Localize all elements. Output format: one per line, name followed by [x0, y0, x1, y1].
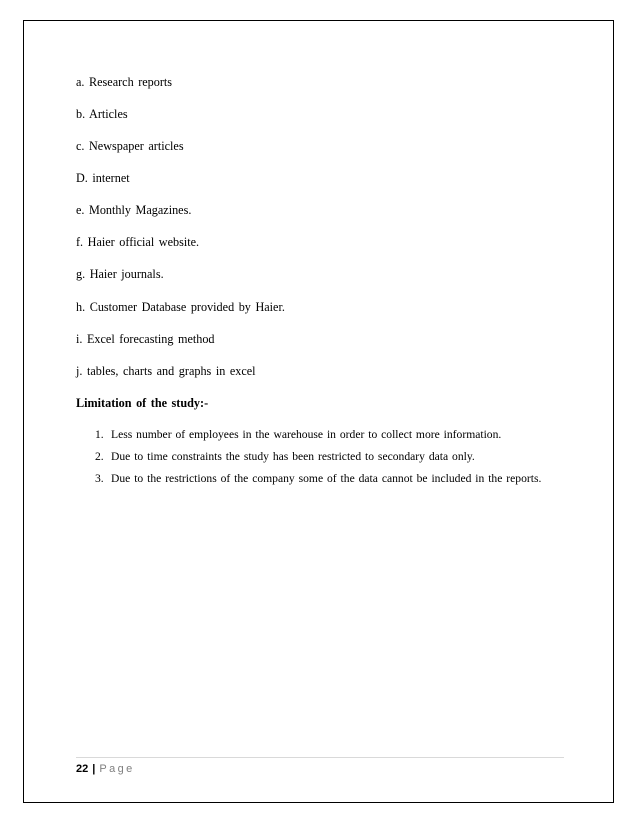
source-item-j: j. tables, charts and graphs in excel	[76, 364, 256, 378]
limitations-heading: Limitation of the study:-	[76, 396, 209, 410]
source-item-a: a. Research reports	[76, 75, 173, 89]
source-item-f: f. Haier official website.	[76, 235, 200, 249]
limitation-text: Less number of employees in the warehouse in order to collect more information.	[111, 428, 502, 441]
limitation-item-2	[95, 450, 475, 464]
limitation-text: Due to the restrictions of the company some of the data cannot be included in the reports.	[111, 472, 542, 485]
page-number: 22	[76, 763, 89, 775]
limitation-number: 2.	[95, 450, 104, 463]
source-item-b: b. Articles	[76, 107, 128, 121]
limitation-text: Due to time constraints the study has been restricted to secondary data only.	[111, 450, 475, 463]
page-border	[23, 20, 614, 803]
footer-divider	[76, 757, 564, 758]
footer-separator: |	[92, 763, 96, 775]
source-item-g: g. Haier journals.	[76, 267, 164, 281]
limitation-item-1	[95, 428, 501, 442]
source-item-c: c. Newspaper articles	[76, 139, 184, 153]
source-item-i: i. Excel forecasting method	[76, 332, 215, 346]
page-label: Page	[99, 763, 135, 775]
limitation-item-3	[95, 472, 541, 486]
source-item-d: D. internet	[76, 171, 130, 185]
page-footer	[76, 762, 135, 776]
source-item-h: h. Customer Database provided by Haier.	[76, 300, 285, 314]
source-item-e: e. Monthly Magazines.	[76, 203, 192, 217]
limitation-number: 1.	[95, 428, 104, 441]
limitation-number: 3.	[95, 472, 104, 485]
